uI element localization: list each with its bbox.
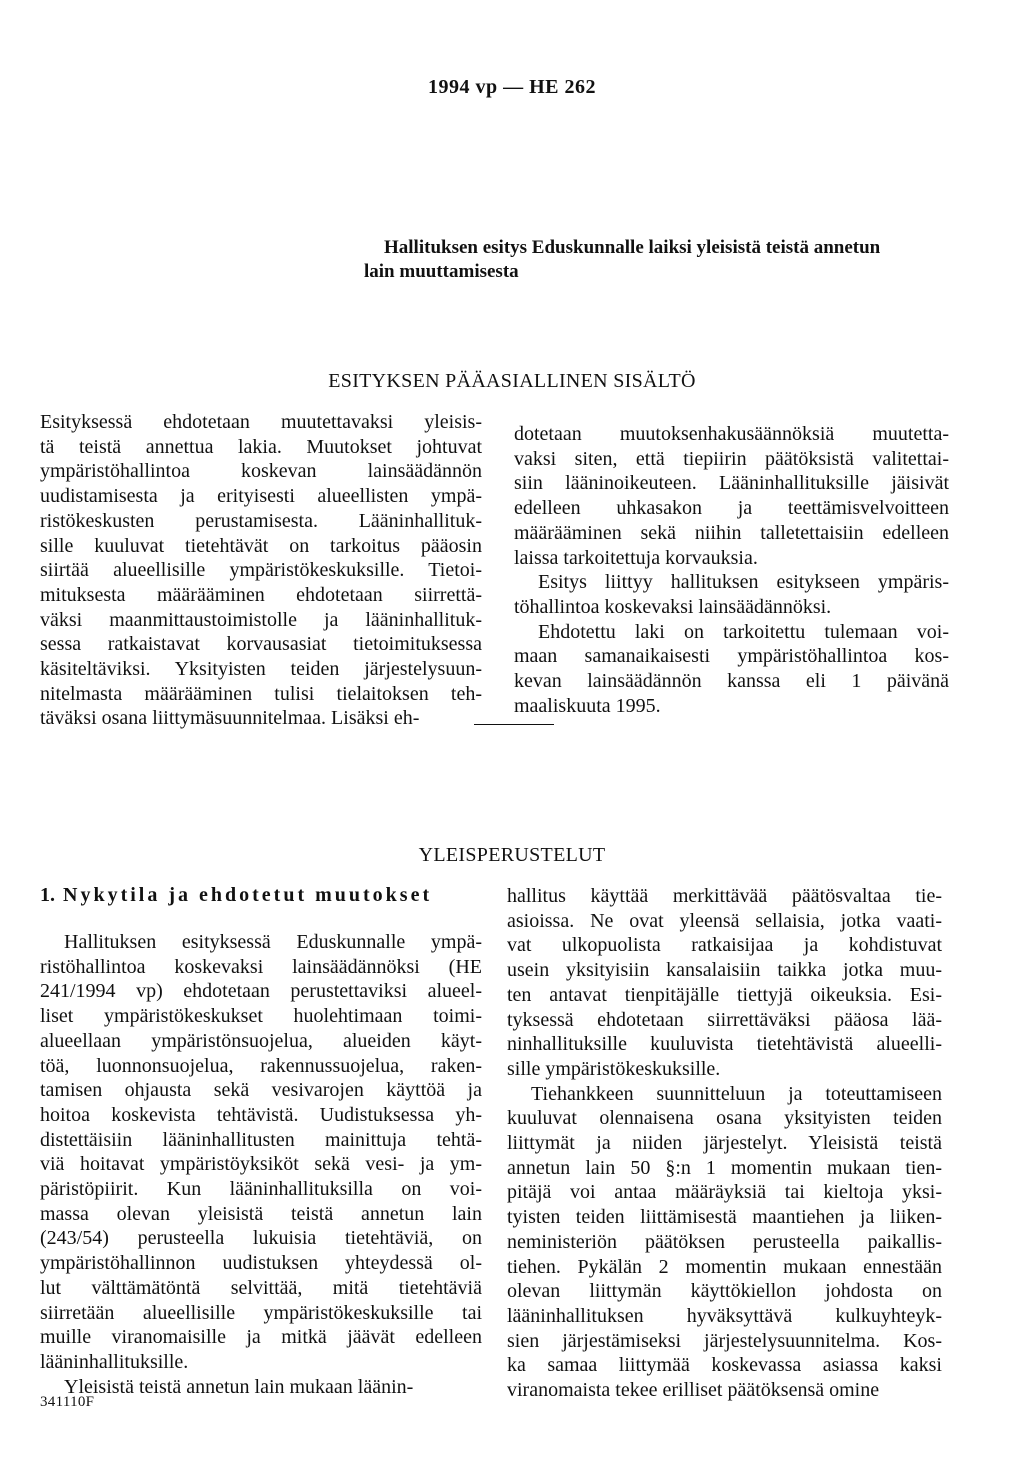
text-line: laissa tarkoitettuja korvauksia.	[514, 546, 758, 569]
text-line: Hallituksen esityksessä Eduskunnalle ympä-	[64, 931, 482, 953]
text-line: vat ulkopuolista ratkaisijaa ja kohdistuvat	[507, 934, 942, 957]
text-line: viranomaista tekee erilliset päätöksensä omine	[507, 1379, 880, 1402]
text-line: tyisten teiden liittämisestä maantiehen ja liiken-	[507, 1206, 942, 1229]
text-line: ka samaa liittymää koskevassa asiassa kaksi	[507, 1354, 942, 1377]
text-line: tä teistä annettua lakia. Muutokset johtuvat	[40, 435, 482, 458]
text-line: tiehen. Pykälän 2 momentin mukaan ennestään	[507, 1255, 942, 1278]
document-title-line-2: lain muuttamisesta	[364, 261, 519, 282]
text-line: ten antavat tienpitäjälle tiettyjä oikeuksia. Esi-	[507, 983, 942, 1006]
general-left-column	[40, 930, 482, 1399]
text-line: hoitoa koskevista tehtävistä. Uudistuksessa yh-	[40, 1103, 482, 1126]
text-line: töhallintoa koskevaksi lainsäädännöksi.	[514, 595, 832, 618]
text-line: nitelmasta määrääminen tulisi tielaitoksen teh-	[40, 682, 482, 705]
text-line: massa olevan yleisistä teistä annetun lain	[40, 1202, 482, 1225]
text-line: määrääminen sekä niihin talletettaisiin edelleen	[514, 521, 949, 544]
text-line: kevan lainsäädännön kanssa eli 1 päivänä	[514, 670, 949, 693]
text-line: liset ympäristökeskukset huolehtimaan toimi-	[40, 1005, 482, 1028]
text-line: annetun lain 50 §:n 1 momentin mukaan tien-	[507, 1156, 942, 1179]
text-line: sessa ratkaistavat korvausasiat tietoimituksessa	[40, 633, 482, 656]
general-heading: YLEISPERUSTELUT	[418, 844, 606, 866]
text-line: olevan liittymän käyttökiellon johdosta on	[507, 1280, 942, 1303]
text-line: käsiteltäviksi. Yksityisten teiden järjestelysuun-	[40, 658, 482, 681]
text-line: Ehdotettu laki on tarkoitettu tulemaan voi-	[538, 620, 949, 643]
document-title-line-1: Hallituksen esitys Eduskunnalle laiksi yleisistä teistä annetun	[384, 237, 881, 258]
summary-heading: ESITYKSEN PÄÄASIALLINEN SISÄLTÖ	[328, 370, 696, 392]
text-line: Esityksessä ehdotetaan muutettavaksi yleisis-	[40, 411, 482, 433]
text-line: siirretään alueellisille ympäristökeskuksille tai	[40, 1301, 482, 1324]
text-line: lääninhallituksille.	[40, 1350, 189, 1373]
document-code: 341110F	[40, 1394, 95, 1410]
text-line: edelleen uhkasakon ja teettämisvelvoitteen	[514, 497, 949, 520]
section-divider	[474, 724, 554, 725]
general-right-column	[507, 884, 942, 1403]
section-heading	[40, 884, 432, 907]
text-line: Tiehankkeen suunnitteluun ja toteuttamiseen	[531, 1082, 942, 1105]
text-line: usein yksityisiin kansalaisiin taikka jotka muu-	[507, 959, 942, 982]
text-line: liittymät ja niiden järjestelyt. Yleisistä teistä	[507, 1132, 942, 1155]
text-line: muille viranomaisille ja mitkä jäävät edelleen	[40, 1326, 482, 1349]
text-line: ristöhallintoa koskevaksi lainsäädännöksi (HE	[40, 955, 482, 978]
text-line: ympäristöhallinnon uudistuksen yhteydessä ol-	[40, 1252, 482, 1275]
text-line: sien järjestämiseksi järjestelysuunnitelma. Kos-	[507, 1329, 942, 1352]
text-line: ympäristöhallintoa koskevan lainsäädännön	[40, 460, 482, 483]
text-line: dotetaan muutoksenhakusäännöksiä muutetta-	[514, 423, 949, 445]
summary-right-column	[514, 422, 949, 718]
text-line: viä hoitavat ympäristöyksiköt sekä vesi- ja ym-	[40, 1153, 482, 1176]
text-line: neministeriön päätöksen perusteella paikallis-	[507, 1230, 942, 1253]
section-title: Nykytila ja ehdotetut muutokset	[63, 884, 433, 906]
text-line: täväksi osana liittymäsuunnitelmaa. Lisäksi eh-	[40, 707, 420, 730]
text-line: uudistamisesta ja erityisesti alueellisten ympä-	[40, 485, 482, 508]
summary-left-column	[40, 410, 482, 731]
text-line: Esitys liittyy hallituksen esitykseen ympäris-	[538, 571, 949, 594]
text-line: maan samanaikaisesti ympäristöhallintoa kos-	[514, 645, 949, 668]
text-line: vaksi siten, että tiepiirin päätöksistä valitettai-	[514, 447, 949, 470]
text-line: hallitus käyttää merkittävää päätösvaltaa tie-	[507, 885, 942, 907]
text-line: sille kuuluvat tietehtävät on tarkoitus pääosin	[40, 534, 482, 557]
text-line: tamisen ohjausta sekä vesivarojen käyttöä ja	[40, 1079, 482, 1102]
text-line: väksi maanmittaustoimistolle ja lääninhallituk-	[40, 608, 482, 631]
text-line: siirtää alueellisille ympäristökeskuksille. Tietoi-	[40, 559, 482, 582]
text-line: mituksesta määrääminen ehdotetaan siirrettä-	[40, 583, 482, 606]
text-line: lääninhallituksen hyväksyttävä kulkuyhteyk-	[507, 1304, 942, 1327]
text-line: tyksessä ehdotetaan siirrettäväksi pääosa lää-	[507, 1008, 942, 1031]
text-line: alueellaan ympäristönsuojelua, alueiden käyt-	[40, 1029, 482, 1052]
section-number: 1.	[40, 884, 55, 906]
text-line: Yleisistä teistä annetun lain mukaan läänin-	[64, 1375, 414, 1398]
text-line: asioissa. Ne ovat yleensä sellaisia, jotka vaati-	[507, 909, 942, 932]
text-line: siin lääninoikeuteen. Lääninhallituksille jäisivät	[514, 472, 949, 495]
document-title	[364, 236, 964, 284]
text-line: pitäjä voi antaa määräyksiä tai kieltoja yksi-	[507, 1181, 942, 1204]
text-line: ninhallituksille kuuluvista tietehtävistä alueelli-	[507, 1033, 942, 1056]
text-line: päristöpiirit. Kun lääninhallituksilla on voi-	[40, 1178, 482, 1201]
text-line: lut välttämätöntä selvittää, mitä tietehtäviä	[40, 1276, 482, 1299]
page-header: 1994 vp — HE 262	[427, 76, 597, 98]
text-line: maaliskuuta 1995.	[514, 694, 661, 717]
text-line: ristökeskusten perustamisesta. Lääninhallituk-	[40, 509, 482, 532]
text-line: kuuluvat olennaisena osana yksityisten teiden	[507, 1107, 942, 1130]
text-line: distettäisiin lääninhallitusten mainittuja tehtä-	[40, 1128, 482, 1151]
text-line: sille ympäristökeskuksille.	[507, 1057, 721, 1080]
text-line: 241/1994 vp) ehdotetaan perustettaviksi alueel-	[40, 980, 482, 1003]
text-line: (243/54) perusteella lukuisia tietehtäviä, on	[40, 1227, 482, 1250]
text-line: töä, luonnonsuojelua, rakennussuojelua, raken-	[40, 1054, 482, 1077]
